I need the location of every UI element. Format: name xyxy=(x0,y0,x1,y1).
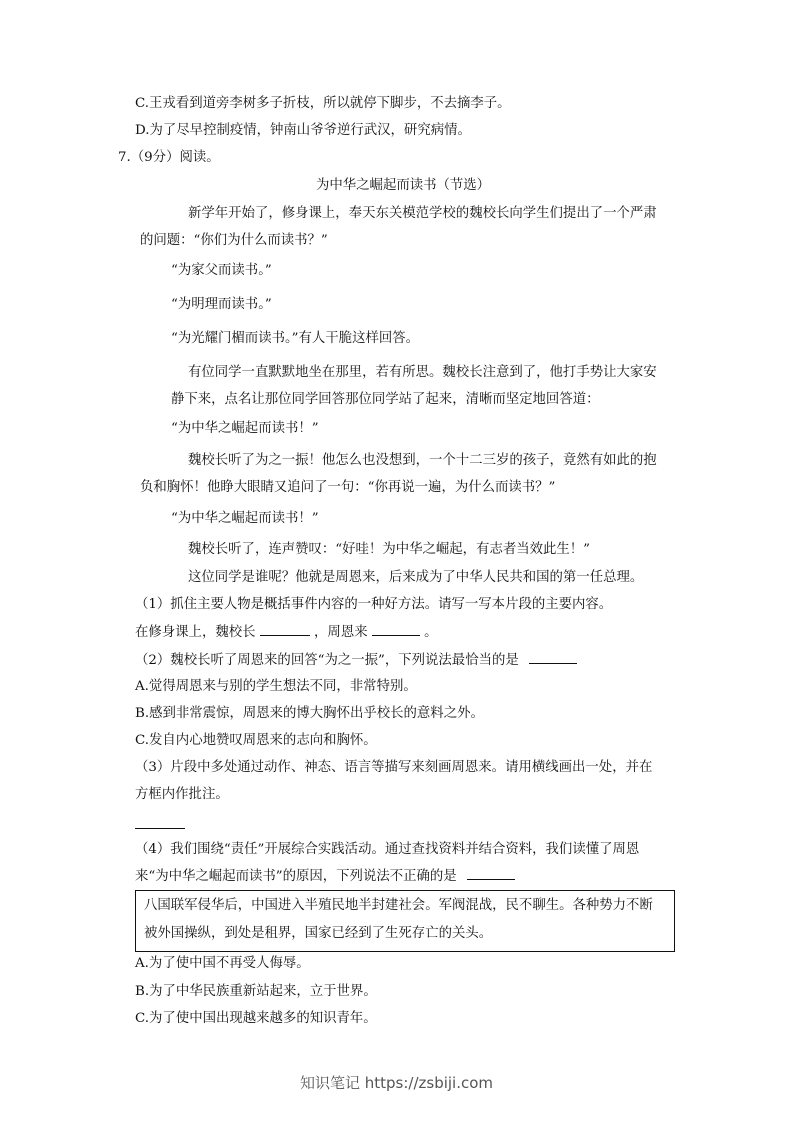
sub2-prompt: （2）魏校长听了周恩来的回答“为之一振”，下列说法最恰当的是 xyxy=(135,653,519,668)
sub4-option-a: A.为了使中国不再受人侮辱。 xyxy=(135,956,310,971)
passage-line: “为光耀门楣而读书。”有人干脆这样回答。 xyxy=(171,331,420,346)
sub4-option-c: C.为了使中国出现越来越多的知识青年。 xyxy=(135,1011,377,1026)
passage-line: 新学年开始了，修身课上，奉天东关模范学校的魏校长向学生们提出了一个严肃 xyxy=(188,206,657,221)
answer-blank[interactable] xyxy=(260,623,310,636)
passage-line: 魏校长听了，连声赞叹：“好哇！为中华之崛起，有志者当效此生！” xyxy=(188,542,591,557)
material-line: 八国联军侵华后，中国进入半殖民地半封建社会。军阀混战，民不聊生。各种势力不断 xyxy=(144,898,653,913)
sub2-option-a: A.觉得周恩来与别的学生想法不同，非常特别。 xyxy=(135,679,417,694)
passage-line: 魏校长听了为之一振！他怎么也没想到，一个十二三岁的孩子，竟然有如此的抱 xyxy=(188,453,657,468)
passage-line: 这位同学是谁呢？他就是周恩来，后来成为了中华人民共和国的第一任总理。 xyxy=(188,570,644,585)
passage-title: 为中华之崛起而读书（节选） xyxy=(316,178,491,193)
passage-line: 负和胸怀！他睁大眼睛又追问了一句：“你再说一遍，为什么而读书？” xyxy=(140,480,556,495)
passage-line: “为中华之崛起而读书！” xyxy=(171,511,319,526)
passage-line: “为家父而读书。” xyxy=(171,263,272,278)
q6-option-c: C.王戎看到道旁李树多子折枝，所以就停下脚步，不去摘李子。 xyxy=(135,96,511,111)
sub1-fill-end: 。 xyxy=(424,625,438,640)
sub4-prompt-text: 来“为中华之崛起而读书”的原因，下列说法不正确的是 xyxy=(135,869,457,884)
q7-header: 7.（9分）阅读。 xyxy=(118,150,220,165)
passage-line: 静下来，点名让那位同学回答那位同学站了起来，清晰而坚定地回答道： xyxy=(171,392,600,407)
sub2-option-b: B.感到非常震惊，周恩来的博大胸怀出乎校长的意料之外。 xyxy=(135,706,484,721)
sub3-prompt-line1: （3）片段中多处通过动作、神态、语言等描写来刻画周恩来。请用横线画出一处，并在 xyxy=(135,760,653,775)
passage-line: “为中华之崛起而读书！” xyxy=(171,421,319,436)
site-watermark: 知识笔记 https://zsbiji.com xyxy=(299,1074,494,1092)
passage-line: “为明理而读书。” xyxy=(171,297,272,312)
answer-blank[interactable] xyxy=(529,651,577,664)
sub4-option-b: B.为了中华民族重新站起来，立于世界。 xyxy=(135,984,377,999)
sub1-fill-line xyxy=(135,623,438,642)
sub4-prompt-line1: （4）我们围绕“责任”开展综合实践活动。通过查找资料并结合资料，我们读懂了周恩 xyxy=(135,842,640,857)
sub3-prompt-line2: 方框内作批注。 xyxy=(135,787,229,802)
material-line: 被外国操纵，到处是租界，国家已经到了生死存亡的关头。 xyxy=(144,926,493,941)
passage-line: 有位同学一直默默地坐在那里，若有所思。魏校长注意到了，他打手势让大家安 xyxy=(188,365,657,380)
material-box xyxy=(135,890,675,952)
passage-line: 的问题：“你们为什么而读书？” xyxy=(140,233,328,248)
answer-blank[interactable] xyxy=(467,867,515,880)
sub4-prompt-line2 xyxy=(135,867,515,886)
sub1-fill-a: 在修身课上，魏校长 xyxy=(135,625,256,640)
q6-option-d: D.为了尽早控制疫情，钟南山爷爷逆行武汉，研究病情。 xyxy=(135,123,471,138)
answer-blank[interactable] xyxy=(135,828,185,829)
sub1-fill-b: ，周恩来 xyxy=(314,625,368,640)
sub1-prompt: （1）抓住主要人物是概括事件内容的一种好方法。请写一写本片段的主要内容。 xyxy=(135,597,613,612)
sub2-option-c: C.发自内心地赞叹周恩来的志向和胸怀。 xyxy=(135,733,377,748)
answer-blank[interactable] xyxy=(372,623,420,636)
sub2-prompt-line xyxy=(135,651,577,670)
